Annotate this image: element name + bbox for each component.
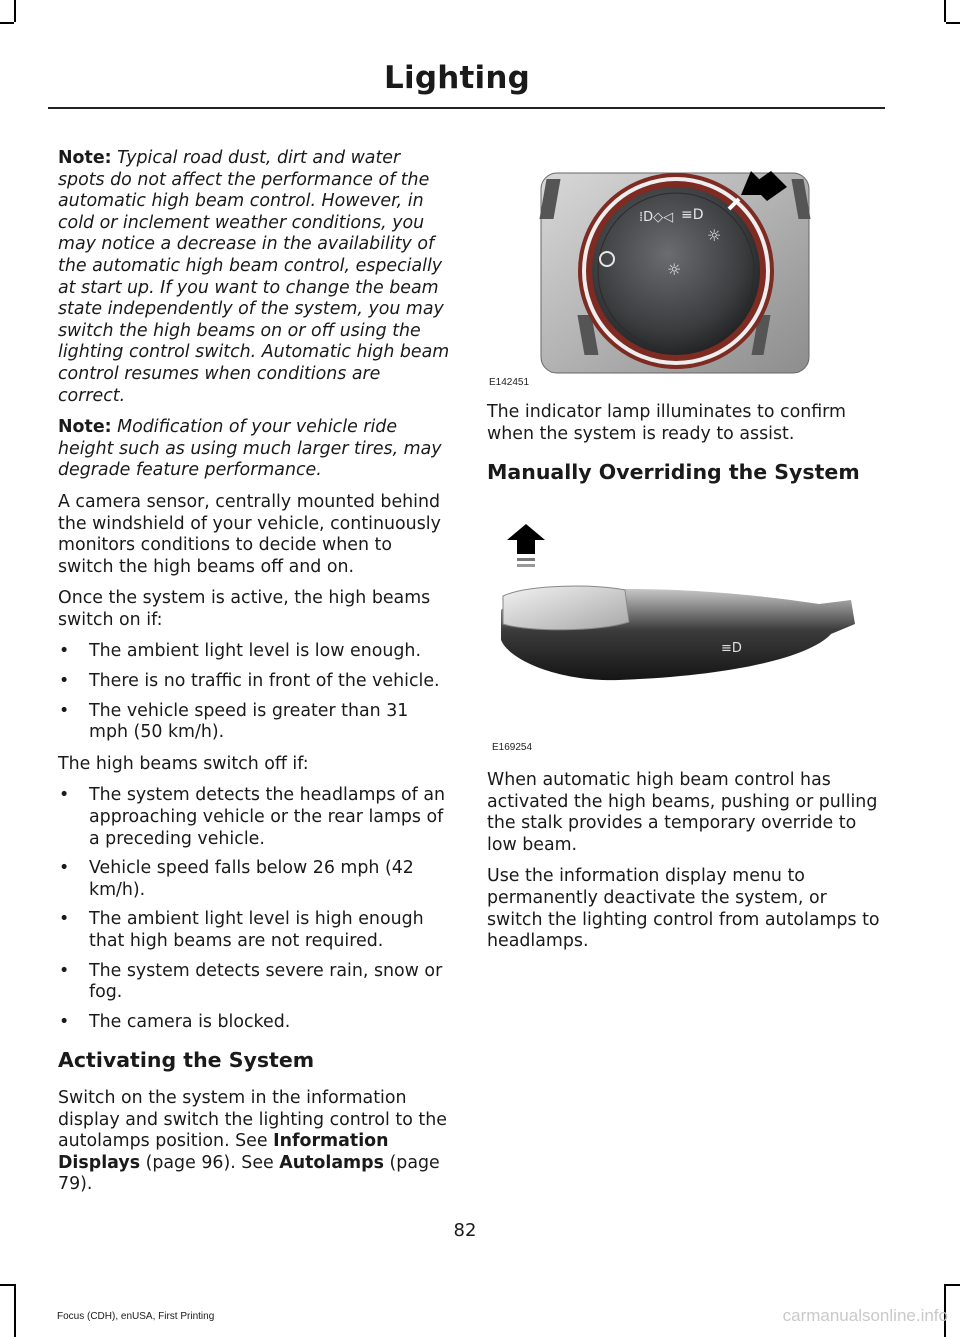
note-road-dust [58,148,450,407]
crop-mark [0,22,14,24]
paragraph-switch-on: Once the system is active, the high beams switch on if: [58,588,431,630]
crop-mark [944,0,946,22]
figure-code: E169254 [492,742,533,753]
paragraph-indicator: The indicator lamp illuminates to confirm when the system is ready to assist. [487,402,846,444]
crop-mark [0,1284,14,1286]
link-information-displays[interactable]: Information Displays [58,1131,389,1173]
paragraph-activating [58,1088,450,1196]
paragraph-camera: A camera sensor, centrally mounted behind the windshield of your vehicle, continuously monitors conditions to decide when to switch the high beams off and on. [58,491,441,577]
page-title: Lighting [384,60,530,96]
note-text: Modification of your vehicle ride height such as using much larger tires, may degrade feature performance. [58,417,442,481]
list-item: • The system detects severe rain, snow or fog. [58,961,450,1004]
list-item: • The vehicle speed is greater than 31 mph (50 km/h). [58,701,450,744]
link-autolamps[interactable]: Autolamps [279,1152,384,1173]
paragraph-override: When automatic high beam control has activated the high beams, pushing or pulling the stalk provides a temporary override to low beam. [487,770,878,855]
crop-mark [14,1284,16,1337]
crop-mark [14,0,16,22]
right-column-lower [487,770,882,963]
footer-text: Focus (CDH), enUSA, First Printing [57,1311,215,1322]
right-column [487,402,882,500]
stalk-illustration [489,520,882,730]
svg-text:≡D: ≡D [681,207,704,223]
crop-mark [946,1284,960,1286]
paragraph-switch-off: The high beams switch off if: [58,753,309,774]
note-ride-height [58,417,450,482]
figure-code: E142451 [489,377,530,388]
switch-off-list [58,785,450,1033]
list-item: • The ambient light level is low enough. [58,641,450,663]
heading-override: Manually Overriding the System [487,460,860,485]
text-run: (page 96). See [140,1152,280,1173]
svg-text:☼: ☼ [707,226,722,245]
note-text: Typical road dust, dirt and water spots do not affect the performance of the automatic high beam control. However, in cold or inclement weather conditions, you may notice a decrease in the availability of the automatic high beam control, especially at start up. If you want to change the beam state independently of the system, you may switch the high beams on or off using the lighting control switch. Automatic high beam control resumes when conditions are correct. [58,148,450,406]
left-column [58,148,450,1206]
svg-text:≡D: ≡D [721,641,742,656]
text-run: (page 79). [58,1152,440,1195]
lighting-control-figure [489,165,882,385]
header-rule [48,107,885,109]
list-item: • There is no traffic in front of the vehicle. [58,671,450,693]
text-run: Switch on the system in the information display and switch the lighting control to the autolamps position. See [58,1087,447,1152]
paragraph-menu: Use the information display menu to permanently deactivate the system, or switch the lighting control from autolamps to headlamps. [487,866,880,952]
crop-mark [946,22,960,24]
stalk-figure [489,520,882,730]
heading-activating: Activating the System [58,1048,315,1073]
svg-text:☼: ☼ [667,260,682,279]
list-item: • The ambient light level is high enough that high beams are not required. [58,909,450,952]
list-item: • Vehicle speed falls below 26 mph (42 km/h). [58,858,450,901]
switch-on-list [58,641,450,743]
lighting-dial-illustration [489,165,882,385]
note-label: Note: [58,417,112,438]
list-item: • The system detects the headlamps of an approaching vehicle or the rear lamps of a preceding vehicle. [58,785,450,850]
list-item: • The camera is blocked. [58,1012,450,1034]
svg-text:⁞D◇◁: ⁞D◇◁ [639,210,674,225]
note-label: Note: [58,148,112,168]
watermark: carmanualsonline.info [782,1306,948,1325]
arrow-up-icon [507,524,545,554]
page-number: 82 [453,1220,477,1241]
